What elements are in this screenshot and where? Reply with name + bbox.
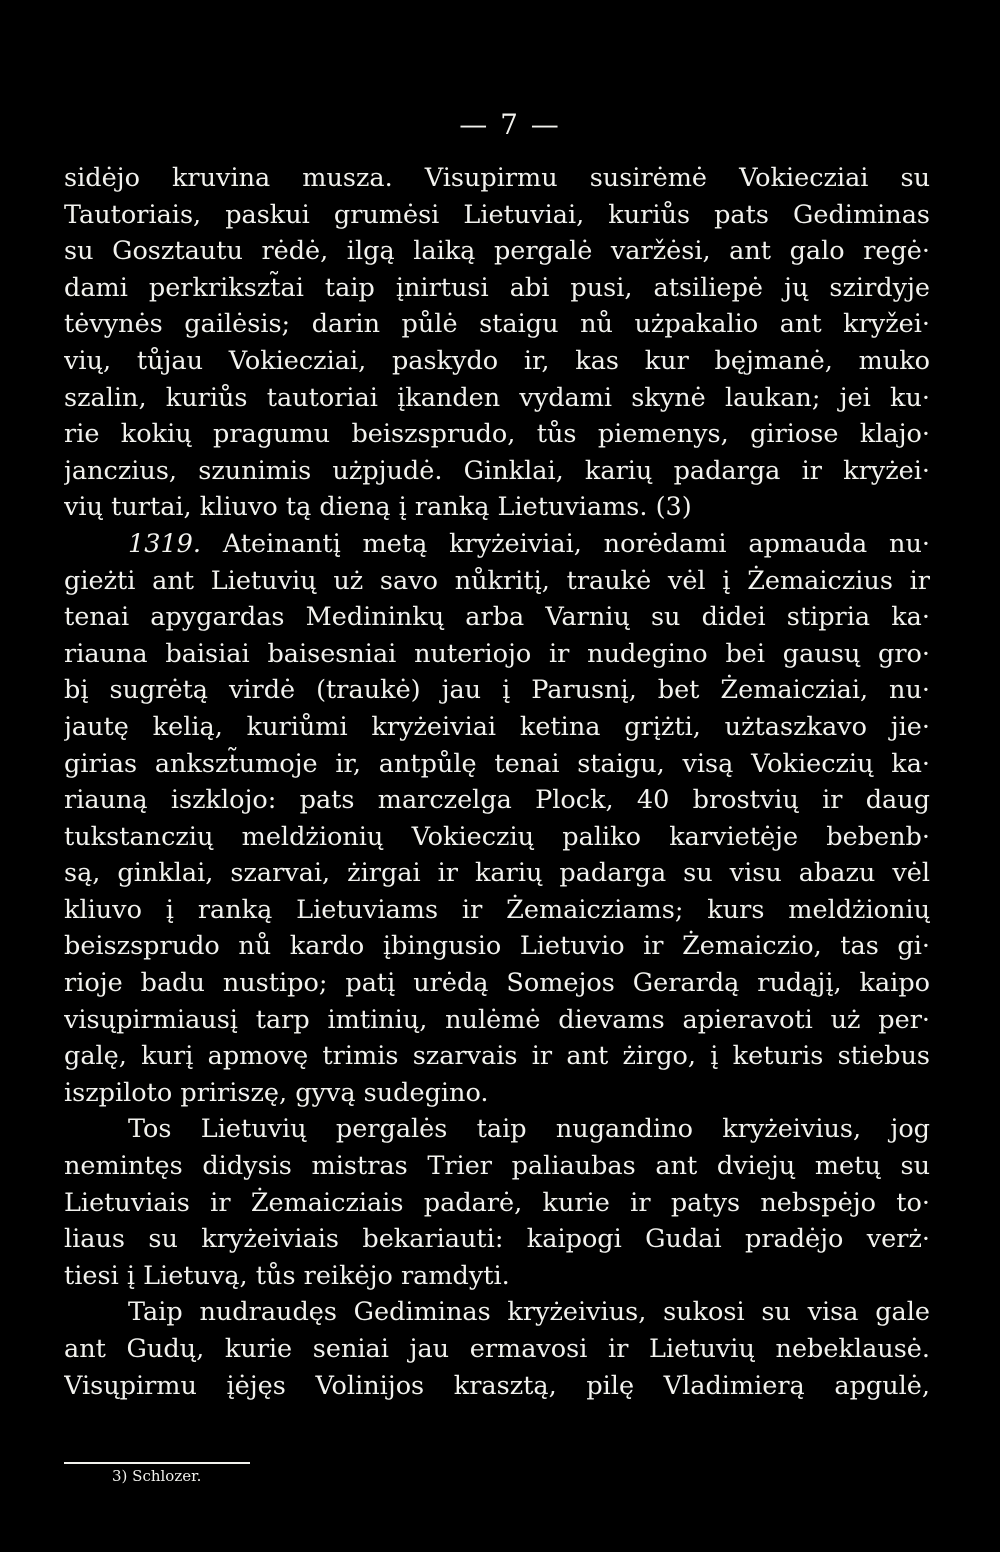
year-label: 1319.: [128, 528, 202, 559]
text-line: janczius, szunimis użpjudė. Ginklai, karių padarga ir kryżei·: [64, 455, 930, 486]
text-line: kliuvo į ranką Lietuviams ir Żemaicziams; kurs meldżionių: [64, 894, 930, 925]
text-line: tukstanczių meldżionių Vokieczių paliko karvietėje bebenb·: [64, 821, 930, 852]
footnote: 3) Schlozer.: [112, 1467, 202, 1485]
text-line: Tautoriais, paskui grumėsi Lietuviai, kuriůs pats Gediminas: [64, 199, 930, 230]
text-line: iszpiloto pririszę, gyvą sudegino.: [64, 1077, 489, 1108]
text-line: tiesi į Lietuvą, tůs reikėjo ramdyti.: [64, 1260, 510, 1291]
text-line: Tos Lietuvių pergalės taip nugandino kryżeivius, jog: [128, 1114, 930, 1145]
text-line: riauną iszklojo: pats marczelga Plock, 40 brostvių ir daug: [64, 785, 930, 816]
text-line: są, ginklai, szarvai, żirgai ir karių padarga su visu abazu vėl: [64, 858, 930, 889]
text-line: beiszsprudo nů kardo įbingusio Lietuvio ir Żemaiczio, tas gi·: [64, 931, 930, 962]
text-line: ant Gudų, kurie seniai jau ermavosi ir Lietuvių nebeklausė.: [64, 1334, 930, 1364]
text-line: liaus su kryżeiviais bekariauti: kaipogi Gudai pradėjo verż·: [64, 1224, 930, 1255]
text-line: vių turtai, kliuvo tą dieną į ranką Lietuviams. (3): [64, 492, 692, 523]
text-line: vių, tůjau Vokiecziai, paskydo ir, kas kur bęjmanė, muko: [64, 345, 930, 376]
text-line: Visųpirmu įėjęs Volinijos krasztą, pilę Vladimierą apgulė,: [64, 1370, 930, 1401]
text-span: Ateinantį metą kryżeiviai, norėdami apmauda nu·: [222, 528, 930, 559]
text-line: visųpirmiausį tarp imtinių, nulėmė dievams apieravoti uż per·: [64, 1004, 930, 1035]
text-line: dami perkrikszt̃ai taip įnirtusi abi pusi, atsiliepė jų szirdyje: [64, 272, 930, 303]
text-line: tėvynės gailėsis; darin půlė staigu nů użpakalio ant kryžei·: [64, 309, 930, 340]
text-line: nemintęs didysis mistras Trier paliaubas ant dviejų metų su: [64, 1151, 930, 1182]
text-line: Taip nudraudęs Gediminas kryżeivius, sukosi su visa gale: [128, 1297, 930, 1328]
body-text: [64, 160, 930, 1404]
footnote-rule: [64, 1462, 250, 1464]
text-line: szalin, kuriůs tautoriai įkanden vydami skynė laukan; jei ku·: [64, 382, 930, 413]
text-line: su Gosztautu rėdė, ilgą laiką pergalė varžėsi, ant galo regė·: [64, 236, 930, 267]
text-line: tenai apygardas Medininkų arba Varnių su didei stipria ka·: [64, 602, 930, 633]
text-line: rie kokių pragumu beiszsprudo, tůs piemenys, giriose klajo·: [64, 419, 930, 450]
text-line: Lietuviais ir Żemaicziais padarė, kurie ir patys nebspėjo to·: [64, 1187, 930, 1218]
page-number: — 7 —: [459, 108, 561, 141]
text-line: gieżti ant Lietuvių uż savo nůkritį, traukė vėl į Żemaiczius ir: [64, 565, 930, 596]
text-line: jautę kelią, kuriůmi kryżeiviai ketina grįżti, użtaszkavo jie·: [64, 711, 930, 742]
text-line: galę, kurį apmovę trimis szarvais ir ant żirgo, į keturis stiebus: [64, 1041, 930, 1072]
text-line: sidėjo kruvina musza. Visupirmu susirėmė Vokiecziai su: [64, 163, 930, 193]
text-line: rioje badu nustipo; patį urėdą Somejos Gerardą rudąjį, kaipo: [64, 968, 930, 999]
text-line: bį sugrėtą virdė (traukė) jau į Parusnį, bet Żemaicziai, nu·: [64, 675, 930, 706]
text-line-with-year: [64, 526, 930, 563]
text-line: riauna baisiai baisesniai nuteriojo ir nudegino bei gausų gro·: [64, 638, 930, 669]
text-line: girias ankszt̃umoje ir, antpůlę tenai staigu, visą Vokieczių ka·: [64, 748, 930, 779]
